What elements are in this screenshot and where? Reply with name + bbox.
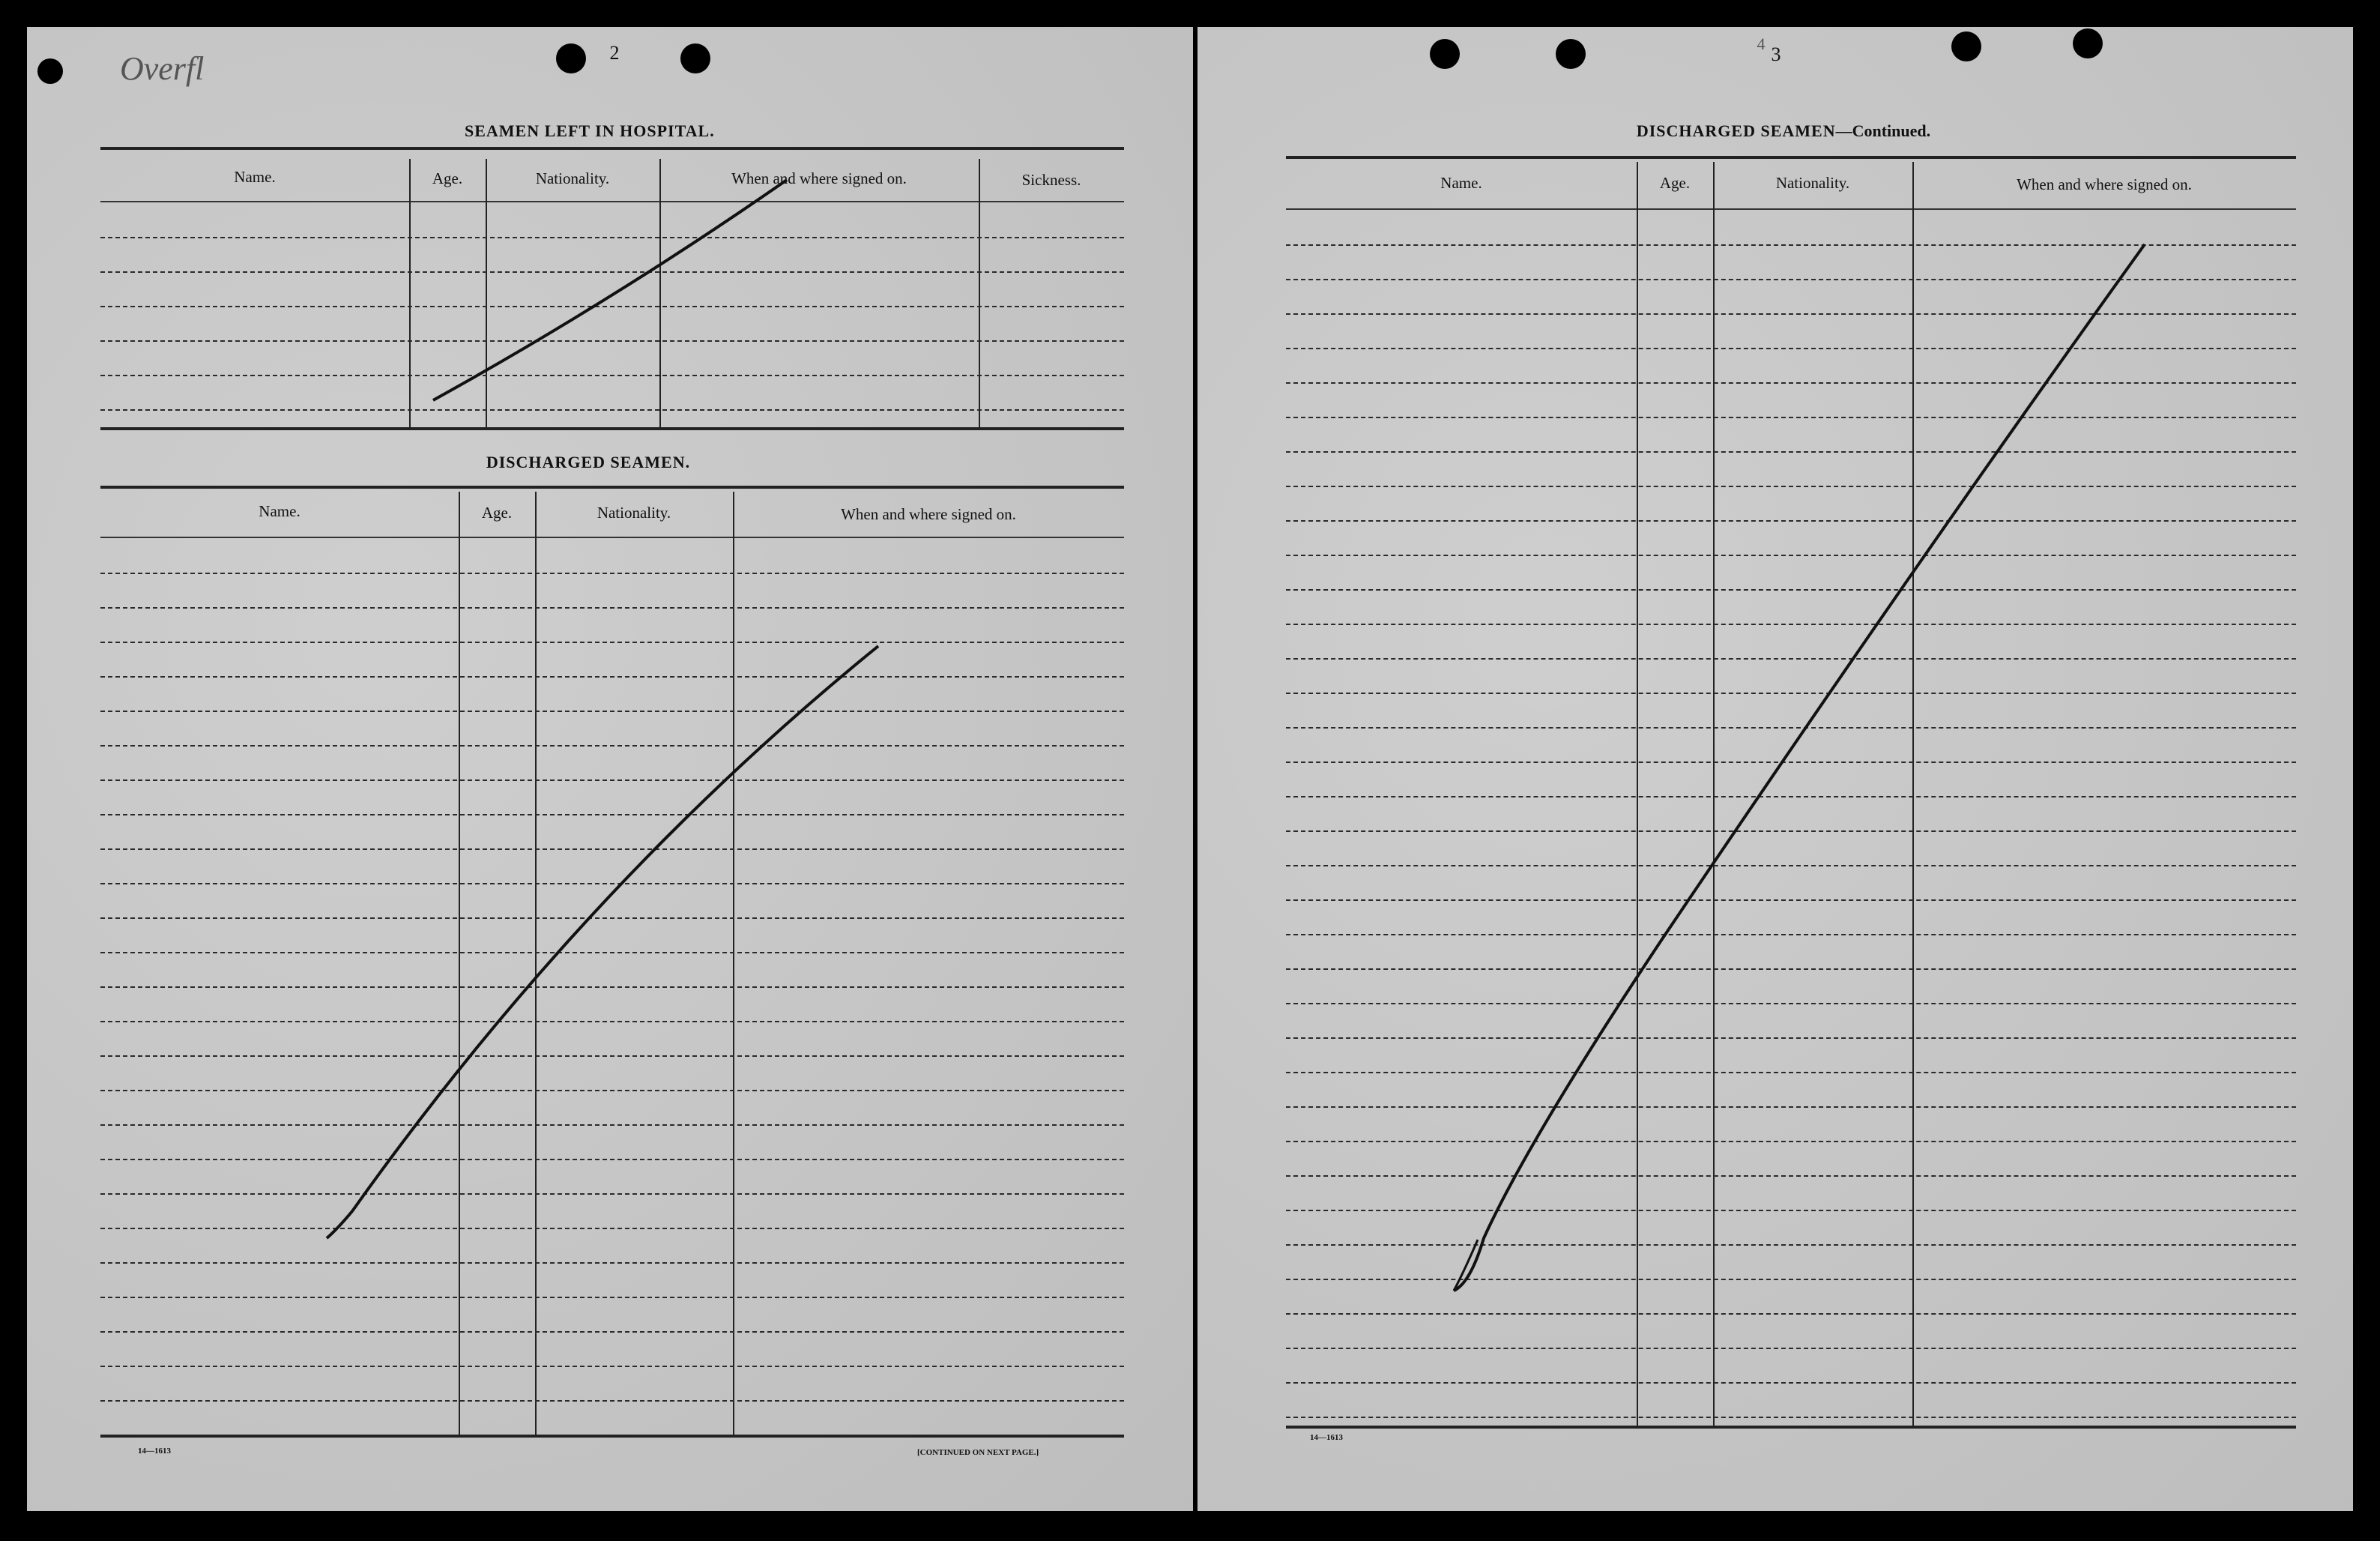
row-rule xyxy=(100,952,1124,953)
row-rule xyxy=(1286,1417,2296,1418)
column-header-sickness: Sickness. xyxy=(1021,171,1081,189)
row-rule xyxy=(1286,1106,2296,1108)
row-rule xyxy=(1286,1279,2296,1280)
column-header-when-where: When and where signed on. xyxy=(841,505,1016,523)
row-rule xyxy=(1286,1141,2296,1142)
table-head-rule xyxy=(100,201,1124,202)
row-rule xyxy=(1286,279,2296,280)
row-rule xyxy=(1286,899,2296,901)
row-rule xyxy=(1286,417,2296,418)
row-rule xyxy=(1286,1003,2296,1004)
row-rule xyxy=(100,676,1124,678)
row-rule xyxy=(100,779,1124,781)
column-header-age: Age. xyxy=(1659,174,1691,192)
row-rule xyxy=(1286,1244,2296,1246)
row-rule xyxy=(100,573,1124,574)
row-rule xyxy=(1286,1313,2296,1315)
punch-hole xyxy=(1430,39,1460,69)
row-rule xyxy=(100,1124,1124,1126)
row-rule xyxy=(1286,313,2296,315)
column-header-age: Age. xyxy=(481,504,513,522)
row-rule xyxy=(100,1228,1124,1229)
row-rule xyxy=(1286,865,2296,866)
row-rule xyxy=(1286,934,2296,935)
row-rule xyxy=(100,409,1124,411)
form-number: 14—1613 xyxy=(1310,1433,1343,1442)
table-bottom-rule xyxy=(100,427,1124,430)
row-rule xyxy=(1286,451,2296,453)
row-rule xyxy=(1286,693,2296,694)
row-rule xyxy=(1286,382,2296,384)
punch-hole xyxy=(2073,28,2103,58)
page-number: 2 xyxy=(609,42,620,64)
table-head-rule xyxy=(100,537,1124,538)
column-divider xyxy=(409,159,411,427)
row-rule xyxy=(100,711,1124,712)
row-rule xyxy=(1286,1037,2296,1039)
row-rule xyxy=(1286,762,2296,763)
table-bottom-rule xyxy=(1286,1426,2296,1429)
column-divider xyxy=(1912,162,1914,1426)
section-title-hospital: SEAMEN LEFT IN HOSPITAL. xyxy=(465,121,715,140)
punch-hole xyxy=(556,43,586,73)
punch-hole xyxy=(1951,31,1981,61)
row-rule xyxy=(100,237,1124,238)
table-top-rule xyxy=(100,147,1124,150)
section-title-discharged-continued xyxy=(1596,121,1971,141)
row-rule xyxy=(100,917,1124,919)
row-rule xyxy=(1286,486,2296,487)
table-top-rule xyxy=(100,486,1124,489)
row-rule xyxy=(100,1400,1124,1402)
row-rule xyxy=(100,883,1124,884)
column-header-name: Name. xyxy=(234,168,276,186)
column-header-age: Age. xyxy=(432,169,463,187)
row-rule xyxy=(1286,244,2296,246)
punch-hole xyxy=(37,58,63,84)
handwritten-mark: Overfl xyxy=(120,50,205,87)
row-rule xyxy=(1286,968,2296,970)
row-rule xyxy=(1286,830,2296,832)
column-header-nationality: Nationality. xyxy=(1775,174,1850,192)
row-rule xyxy=(100,1159,1124,1160)
form-number: 14—1613 xyxy=(138,1447,171,1456)
section-title-suffix: —Continued. xyxy=(1835,121,1931,140)
continued-note: [CONTINUED ON NEXT PAGE.] xyxy=(917,1448,1039,1457)
column-header-when-where: When and where signed on. xyxy=(731,169,907,187)
table-top-rule xyxy=(1286,156,2296,159)
row-rule xyxy=(100,271,1124,273)
table-head-rule xyxy=(1286,208,2296,210)
column-divider xyxy=(733,492,734,1435)
row-rule xyxy=(1286,348,2296,349)
row-rule xyxy=(100,1297,1124,1298)
row-rule xyxy=(1286,1210,2296,1211)
column-header-nationality: Nationality. xyxy=(596,504,671,522)
row-rule xyxy=(100,375,1124,376)
column-divider xyxy=(1637,162,1638,1426)
left-page xyxy=(27,27,1193,1511)
punch-hole xyxy=(680,43,710,73)
column-divider xyxy=(486,159,487,427)
page-number-overwrite: 4 xyxy=(1757,34,1766,53)
row-rule xyxy=(100,1193,1124,1195)
row-rule xyxy=(100,607,1124,609)
column-divider xyxy=(979,159,980,427)
column-divider xyxy=(535,492,537,1435)
column-header-nationality: Nationality. xyxy=(535,169,610,187)
row-rule xyxy=(1286,727,2296,729)
row-rule xyxy=(100,306,1124,307)
row-rule xyxy=(100,1366,1124,1367)
row-rule xyxy=(1286,520,2296,522)
column-divider xyxy=(659,159,661,427)
row-rule xyxy=(1286,658,2296,660)
punch-hole xyxy=(1556,39,1586,69)
row-rule xyxy=(1286,1382,2296,1384)
column-divider xyxy=(1713,162,1715,1426)
row-rule xyxy=(100,340,1124,342)
row-rule xyxy=(1286,589,2296,591)
row-rule xyxy=(100,745,1124,747)
row-rule xyxy=(1286,1175,2296,1177)
row-rule xyxy=(100,1331,1124,1333)
row-rule xyxy=(100,1055,1124,1057)
page-number: 3 xyxy=(1771,43,1781,65)
row-rule xyxy=(1286,624,2296,625)
section-title-discharged: DISCHARGED SEAMEN. xyxy=(486,453,691,471)
column-divider xyxy=(459,492,460,1435)
row-rule xyxy=(100,848,1124,850)
row-rule xyxy=(100,1262,1124,1264)
section-title-text: DISCHARGED SEAMEN xyxy=(1636,121,1836,140)
row-rule xyxy=(100,1021,1124,1022)
column-header-when-where: When and where signed on. xyxy=(2017,175,2192,193)
row-rule xyxy=(100,642,1124,643)
row-rule xyxy=(1286,1072,2296,1073)
column-header-name: Name. xyxy=(1440,174,1482,192)
row-rule xyxy=(100,986,1124,988)
table-bottom-rule xyxy=(100,1435,1124,1438)
column-header-name: Name. xyxy=(259,502,300,520)
row-rule xyxy=(1286,555,2296,556)
row-rule xyxy=(1286,796,2296,797)
right-page xyxy=(1197,27,2353,1511)
row-rule xyxy=(1286,1348,2296,1349)
row-rule xyxy=(100,1090,1124,1091)
row-rule xyxy=(100,814,1124,815)
